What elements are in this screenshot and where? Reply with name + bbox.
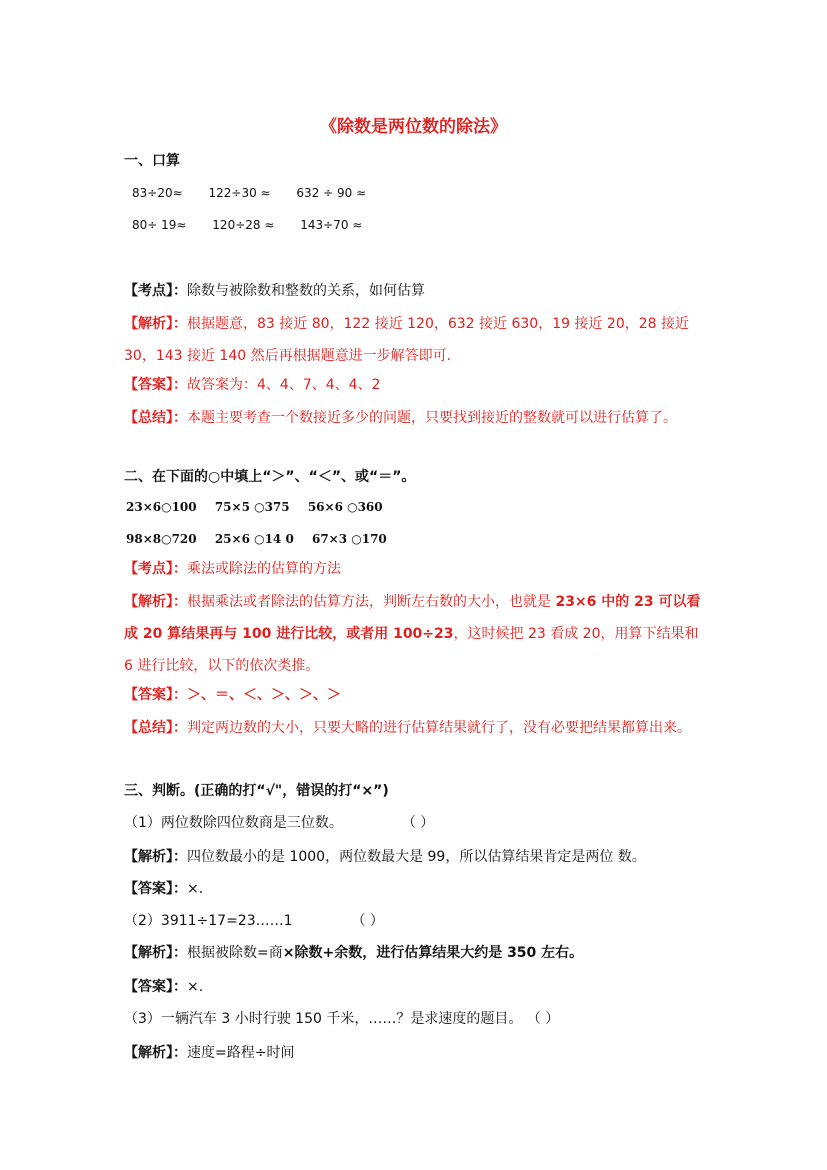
- zongjie-text: 本题主要考查一个数接近多少的问题，只要找到接近的整数就可以进行估算了。: [187, 410, 677, 426]
- kaodian-label: 【考点】：: [124, 561, 187, 577]
- compare-item: 25×6 ○14 0: [214, 532, 294, 546]
- daan-text: ×.: [187, 881, 204, 897]
- daan-text: ×.: [187, 979, 204, 995]
- jiexi-text: ，这时候把 23 看成 20，用算下结果和 6 进行比较，以下的依次类推。: [124, 626, 699, 674]
- jiexi-label: 【解析】：: [124, 849, 187, 865]
- s2-zongjie: [124, 712, 704, 744]
- answer-parens: （ ）: [351, 913, 384, 929]
- jiexi-label: 【解析】：: [124, 945, 187, 961]
- jiexi-text: 根据被除数=商: [187, 945, 283, 961]
- zongjie-label: 【总结】：: [124, 410, 187, 426]
- q1: [124, 812, 434, 832]
- daan-text: ＞、＝、＜、＞、＞、＞: [187, 687, 341, 703]
- oral-calc-item: 120÷28 ≈: [212, 218, 275, 232]
- compare-row-2: [126, 532, 387, 546]
- daan-label: 【答案】：: [124, 687, 187, 703]
- jiexi-text: 速度=路程÷时间: [187, 1045, 295, 1061]
- compare-item: 75×5 ○375: [214, 500, 290, 514]
- s1-zongjie: [124, 402, 704, 434]
- q3: [124, 1008, 559, 1028]
- jiexi-label: 【解析】：: [124, 1045, 187, 1061]
- zongjie-label: 【总结】：: [124, 720, 187, 736]
- jiexi-text: 根据题意，83 接近 80，122 接近 120，632 接近 630，19 接近 20，28 接近 30，143 接近 140 然后再根据题意进一步解答即可.: [124, 316, 690, 364]
- answer-parens: （ ）: [401, 815, 435, 831]
- s2-kaodian: [124, 558, 341, 578]
- daan-label: 【答案】：: [124, 979, 187, 995]
- kaodian-text: 乘法或除法的估算的方法: [187, 561, 341, 577]
- s2-jiexi: [124, 586, 704, 682]
- q1-daan: [124, 878, 203, 898]
- answer-parens: （ ）: [526, 1011, 560, 1027]
- compare-item: 56×6 ○360: [307, 500, 383, 514]
- daan-text: 故答案为：4、4、7、4、4、2: [187, 377, 381, 393]
- question-text: （1）两位数除四位数商是三位数。: [124, 815, 343, 831]
- jiexi-text: 根据乘法或者除法的估算方法，判断左右数的大小，也就是: [187, 594, 556, 610]
- oral-calc-row-1: [132, 186, 366, 200]
- oral-calc-item: 122÷30 ≈: [208, 186, 271, 200]
- s1-kaodian: [124, 280, 425, 300]
- jiexi-text: 四位数最小的是 1000，两位数最大是 99，所以估算结果肯定是两位 数。: [187, 849, 646, 865]
- compare-item: 67×3 ○170: [311, 532, 387, 546]
- q2-jiexi: [124, 942, 583, 962]
- kaodian-label: 【考点】：: [124, 283, 187, 299]
- section-3-heading: 三、判断。(正确的打“√"，错误的打“×”): [124, 783, 389, 799]
- jiexi-bold-text: 23×6 中的 23 可以看成 20 算结果再与 100 进行比较，或者用 100÷23: [124, 594, 701, 642]
- q2-daan: [124, 976, 203, 996]
- page-title: 《除数是两位数的除法》: [320, 117, 507, 137]
- s1-jiexi: [124, 308, 704, 372]
- zongjie-text: 判定两边数的大小，只要大略的进行估算结果就行了，没有必要把结果都算出来。: [187, 720, 691, 736]
- oral-calc-item: 632 ÷ 90 ≈: [296, 186, 367, 200]
- compare-row-1: [126, 500, 383, 514]
- section-2-heading: 二、在下面的○中填上“＞”、“＜”、或“＝”。: [124, 469, 416, 485]
- question-text: （3）一辆汽车 3 小时行驶 150 千米，……？是求速度的题目。: [124, 1011, 523, 1027]
- jiexi-label: 【解析】：: [124, 594, 187, 610]
- s1-daan: [124, 374, 380, 394]
- jiexi-label: 【解析】：: [124, 316, 187, 332]
- q3-jiexi: [124, 1042, 294, 1062]
- oral-calc-row-2: [132, 218, 362, 232]
- s2-daan: [124, 684, 341, 704]
- kaodian-text: 除数与被除数和整数的关系，如何估算: [187, 283, 425, 299]
- section-1-heading: 一、口算: [124, 153, 180, 169]
- oral-calc-item: 80÷ 19≈: [132, 218, 187, 232]
- daan-label: 【答案】：: [124, 881, 187, 897]
- oral-calc-item: 143÷70 ≈: [300, 218, 363, 232]
- oral-calc-item: 83÷20≈: [132, 186, 183, 200]
- compare-item: 98×8○720: [126, 532, 197, 546]
- jiexi-bold-text: ×除数+余数，进行估算结果大约是 350 左右。: [282, 945, 584, 961]
- q2: [124, 910, 384, 930]
- question-text: （2）3911÷17=23……1: [124, 913, 293, 929]
- compare-item: 23×6○100: [126, 500, 197, 514]
- daan-label: 【答案】：: [124, 377, 187, 393]
- q1-jiexi: [124, 846, 646, 866]
